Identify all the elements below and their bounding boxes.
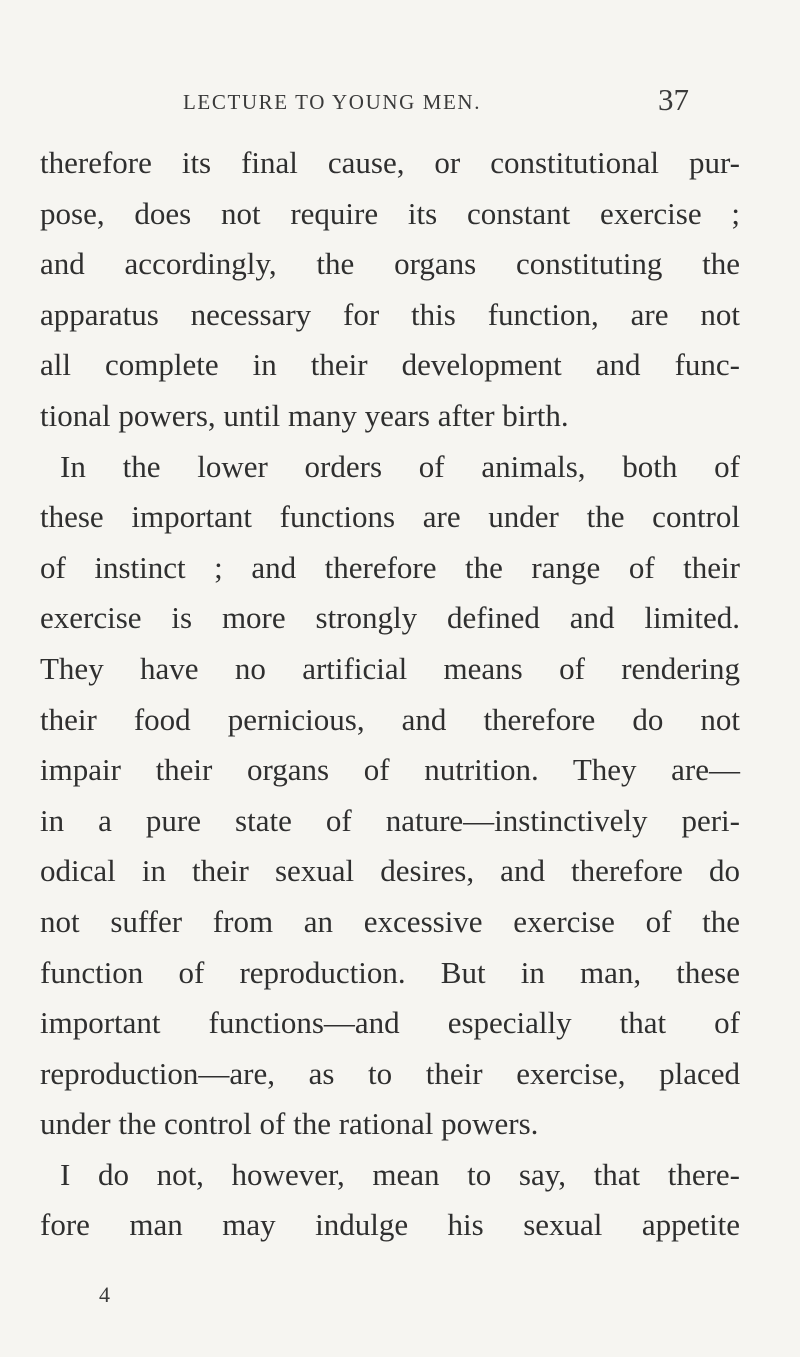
text-line: impair their organs of nutrition. They are—: [40, 752, 740, 788]
text-line: function of reproduction. But in man, these: [40, 954, 740, 990]
text-line: in a pure state of nature—instinctively peri-: [40, 802, 740, 838]
text-line: therefore its final cause, or constitutional pur-: [40, 145, 740, 180]
page-number: 37: [658, 82, 689, 117]
text-line: of instinct ; and therefore the range of their: [40, 549, 740, 585]
text-line: pose, does not require its constant exercise ;: [40, 195, 740, 231]
text-line: I do not, however, mean to say, that there-: [60, 1156, 740, 1192]
text-line: exercise is more strongly defined and limited.: [40, 600, 740, 636]
text-line: reproduction—are, as to their exercise, placed: [40, 1055, 740, 1091]
text-line: and accordingly, the organs constituting the: [40, 246, 740, 282]
text-line: odical in their sexual desires, and therefore do: [40, 853, 740, 889]
text-line: In the lower orders of animals, both of: [60, 448, 740, 484]
text-line: apparatus necessary for this function, are not: [40, 296, 740, 332]
signature-mark: 4: [99, 1282, 110, 1307]
text-line: important functions—and especially that of: [40, 1005, 740, 1041]
text-line: these important functions are under the control: [40, 499, 740, 535]
body-text: [40, 138, 740, 1251]
text-line: under the control of the rational powers.: [40, 1106, 539, 1142]
text-line: all complete in their development and func-: [40, 347, 740, 383]
text-line: They have no artificial means of rendering: [40, 650, 740, 686]
running-title: LECTURE TO YOUNG MEN.: [183, 90, 482, 114]
text-line: tional powers, until many years after birth.: [40, 397, 569, 433]
text-line: not suffer from an excessive exercise of the: [40, 903, 740, 939]
text-line: fore man may indulge his sexual appetite: [40, 1207, 740, 1243]
text-line: their food pernicious, and therefore do not: [40, 701, 740, 737]
